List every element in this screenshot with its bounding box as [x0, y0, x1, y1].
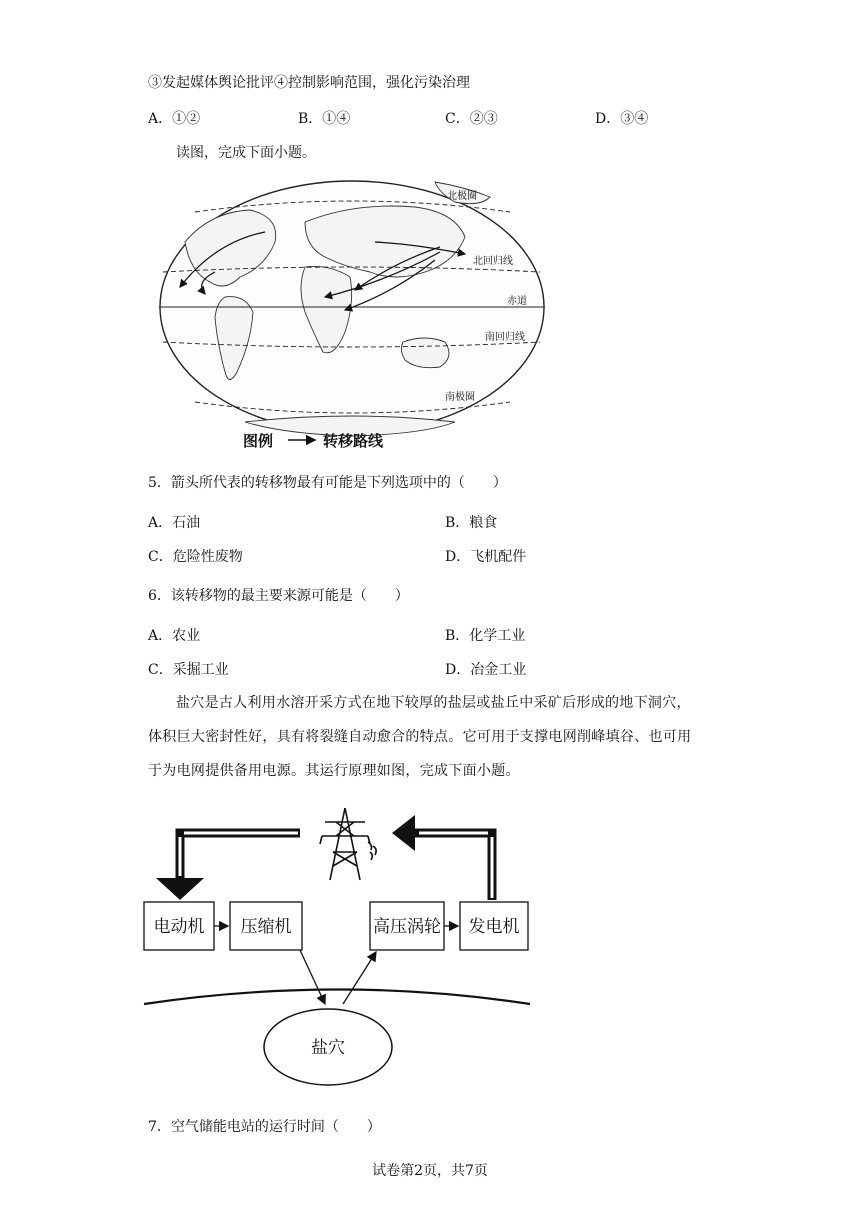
option-text: ②③: [469, 111, 498, 127]
option-letter: D．: [445, 549, 471, 565]
compressor-to-cave-arrow: [300, 950, 325, 1004]
option-text: ③④: [620, 111, 649, 127]
q4-option-c: [445, 108, 498, 128]
generator-label: 发电机: [468, 917, 520, 937]
question-6-stem: 6．该转移物的最主要来源可能是（ ）: [148, 588, 409, 604]
option-text: ①④: [322, 111, 351, 127]
q4-option-d: [595, 108, 648, 128]
equator-label: 赤道: [507, 296, 527, 307]
diagram-svg: [140, 800, 540, 1090]
cave-to-turbine-arrow: [343, 952, 376, 1004]
option-letter: B．: [445, 515, 470, 531]
grid-to-motor-arrow: [156, 833, 300, 900]
salt-cave-label: 盐穴: [311, 1038, 345, 1058]
question-5-stem: 5．箭头所代表的转移物最有可能是下列选项中的（ ）: [148, 475, 507, 491]
option-letter: A．: [148, 111, 173, 127]
option-letter: D．: [595, 111, 621, 127]
option-letter: C．: [445, 111, 470, 127]
q6-option-a: [148, 625, 200, 645]
option-text: 农业: [172, 628, 201, 644]
page-footer: 试卷第2页，共7页: [372, 1163, 488, 1179]
legend-title: 图例: [243, 432, 274, 450]
paragraph-line: 体积巨大密封性好，具有将裂缝自动愈合的特点。它可用于支撑电网削峰填谷、也可用: [148, 729, 692, 745]
option-text: 采掘工业: [172, 662, 229, 678]
power-tower-icon: [320, 808, 376, 880]
turbine-label: 高压涡轮: [373, 917, 441, 937]
option-text: 危险性废物: [172, 549, 243, 565]
option-letter: B．: [298, 111, 323, 127]
q6-option-c: [148, 659, 229, 679]
option-text: 粮食: [469, 515, 498, 531]
option-letter: C．: [148, 662, 173, 678]
generator-to-grid-arrow: [392, 815, 492, 900]
compressor-label: 压缩机: [240, 917, 292, 937]
question-7-stem: 7．空气储能电站的运行时间（ ）: [148, 1119, 381, 1135]
world-map-svg: [155, 172, 550, 457]
option-line-3-4: ③发起媒体舆论批评④控制影响范围，强化污染治理: [148, 75, 470, 91]
q5-option-a: [148, 512, 200, 532]
ground-surface-line: [144, 990, 530, 1005]
map-intro: 读图，完成下面小题。: [176, 145, 316, 161]
option-text: 石油: [172, 515, 201, 531]
map-legend: [243, 432, 384, 450]
option-letter: C．: [148, 549, 173, 565]
q5-option-c: [148, 546, 243, 566]
paragraph-line: 于为电网提供备用电源。其运行原理如图，完成下面小题。: [148, 763, 520, 779]
salt-cave-paragraph: [148, 686, 728, 788]
q6-option-b: [445, 625, 525, 645]
option-letter: D．: [445, 662, 471, 678]
legend-label: 转移路线: [323, 432, 384, 450]
tropic-cancer-label: 北回归线: [473, 256, 513, 267]
q4-option-b: [298, 108, 350, 128]
option-letter: A．: [148, 515, 173, 531]
world-map-figure: [155, 172, 550, 457]
q4-option-a: [148, 108, 200, 128]
option-letter: B．: [445, 628, 470, 644]
paragraph-line: 盐穴是古人利用水溶开采方式在地下较厚的盐层或盐丘中采矿后形成的地下洞穴，: [176, 695, 691, 711]
option-text: ①②: [172, 111, 201, 127]
arctic-circle-label: 北极圈: [447, 191, 477, 202]
q5-option-b: [445, 512, 497, 532]
option-letter: A．: [148, 628, 173, 644]
antarctic-circle-label: 南极圈: [445, 392, 475, 403]
energy-storage-diagram: [140, 800, 540, 1090]
option-text: 飞机配件: [470, 549, 527, 565]
option-text: 冶金工业: [470, 662, 527, 678]
q5-option-d: [445, 546, 526, 566]
option-text: 化学工业: [469, 628, 526, 644]
tropic-capricorn-label: 南回归线: [485, 332, 525, 343]
q6-option-d: [445, 659, 526, 679]
motor-label: 电动机: [153, 917, 205, 937]
